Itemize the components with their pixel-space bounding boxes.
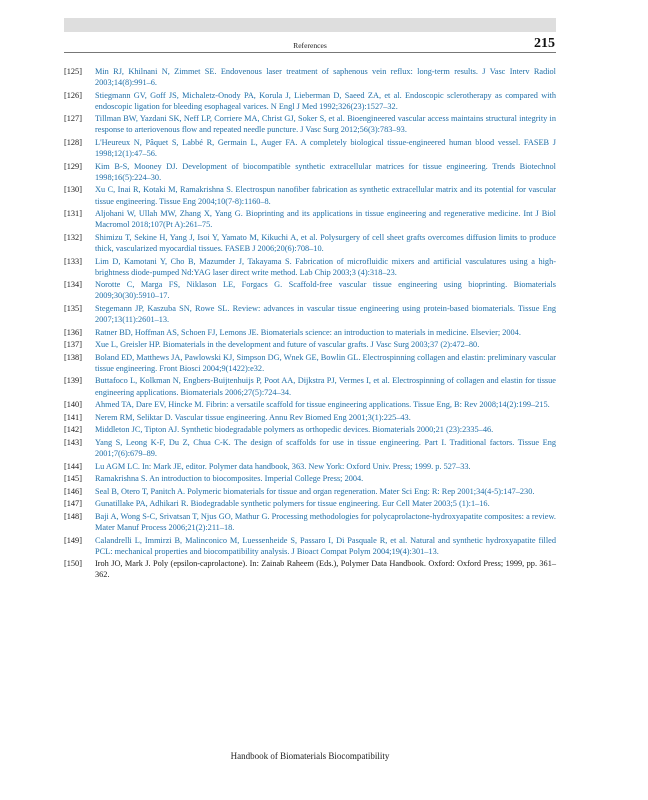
reference-link[interactable]: Stegemann JP, Kaszuba SN, Rowe SL. Review: advances in vascular tissue engineering using protein-based biomaterials. Tissue Eng 2007;13(11):2601–13. [95, 303, 556, 324]
reference-number: [127] [64, 114, 82, 124]
reference-item [64, 461, 556, 472]
reference-number: [133] [64, 256, 82, 266]
reference-item [64, 339, 556, 350]
reference-link[interactable]: Lu AGM LC. In: Mark JE, editor. Polymer data handbook, 363. New York: Oxford Univ. Press; 1999. p. 527–33. [95, 461, 471, 471]
reference-text: Iroh JO, Mark J. Poly (epsilon-caprolactone). In: Zainab Raheem (Eds.), Polymer Data Handbook. Oxford: Oxford Press; 1999, pp. 361–362. [95, 559, 556, 580]
reference-item [64, 279, 556, 301]
reference-item [64, 535, 556, 557]
reference-number: [129] [64, 161, 82, 171]
footer-book-title: Handbook of Biomaterials Biocompatibility [230, 751, 390, 761]
reference-item [64, 412, 556, 423]
reference-link[interactable]: Yang S, Leong K-F, Du Z, Chua C-K. The design of scaffolds for use in tissue engineering. Part I. Traditional factors. Tissue Eng 2001;7(6):679–89. [95, 437, 556, 458]
reference-number: [141] [64, 412, 82, 422]
reference-link[interactable]: Stiegmann GV, Goff JS, Michaletz-Onody PA, Korula J, Lieberman D, Saeed ZA, et al. Endoscopic sclerotherapy as compared with endoscopic ligation for bleeding esophageal varices. N Engl J Med 1992;326(23):1527–32. [95, 90, 556, 111]
reference-item [64, 161, 556, 183]
reference-link[interactable]: Norotte C, Marga FS, Niklason LE, Forgacs G. Scaffold-free vascular tissue engineering using bioprinting. Biomaterials 2009;30(30):5910–17. [95, 280, 556, 301]
reference-item [64, 113, 556, 135]
reference-item [64, 498, 556, 509]
reference-number: [142] [64, 425, 82, 435]
reference-link[interactable]: Kim B-S, Mooney DJ. Development of biocompatible synthetic extracellular matrices for tissue engineering. Trends Biotechnol 1998;16(5):224–30. [95, 161, 556, 182]
reference-number: [131] [64, 209, 82, 219]
reference-number: [145] [64, 474, 82, 484]
reference-number: [144] [64, 461, 82, 471]
reference-number: [137] [64, 340, 82, 350]
reference-item [64, 399, 556, 410]
reference-item [64, 424, 556, 435]
reference-item [64, 486, 556, 497]
reference-item [64, 352, 556, 374]
reference-item [64, 90, 556, 112]
reference-number: [148] [64, 511, 82, 521]
reference-link[interactable]: Middleton JC, Tipton AJ. Synthetic biodegradable polymers as orthopedic devices. Biomaterials 2000;21 (23):2335–46. [95, 425, 494, 435]
reference-link[interactable]: L'Heureux N, Pâquet S, Labbé R, Germain L, Auger FA. A completely biological tissue-engineered human blood vessel. FASEB J 1998;12(1):47–56. [95, 138, 556, 159]
reference-number: [132] [64, 232, 82, 242]
reference-number: [136] [64, 327, 82, 337]
reference-link[interactable]: Nerem RM, Seliktar D. Vascular tissue engineering. Annu Rev Biomed Eng 2001;3(1):225–43. [95, 412, 411, 422]
reference-item [64, 66, 556, 88]
header-bar [64, 18, 556, 32]
reference-link[interactable]: Boland ED, Matthews JA, Pawlowski KJ, Simpson DG, Wnek GE, Bowlin GL. Electrospinning collagen and elastin: preliminary vascular tissue engineering. Front Biosci 2004;9(1422):e32. [95, 352, 556, 373]
reference-item [64, 184, 556, 206]
reference-item [64, 473, 556, 484]
reference-number: [135] [64, 303, 82, 313]
reference-link[interactable]: Min RJ, Khilnani N, Zimmet SE. Endovenous laser treatment of saphenous vein reflux: long-term results. J Vasc Interv Radiol 2003;14(8):991–6. [95, 67, 556, 88]
reference-link[interactable]: Calandrelli L, Immirzi B, Malinconico M, Luessenheide S, Passaro I, Di Pasquale R, et al. Natural and synthetic hydroxyapatite filled PCL: mechanical properties and biocompatibility analysis. J Bioact Compat Polym 2004;19(4):301–13. [95, 535, 556, 556]
reference-number: [125] [64, 67, 82, 76]
reference-number: [147] [64, 499, 82, 509]
reference-number: [150] [64, 559, 82, 569]
reference-number: [140] [64, 400, 82, 410]
reference-number: [126] [64, 90, 82, 100]
reference-item [64, 137, 556, 159]
reference-link[interactable]: Baji A, Wong S-C, Srivatsan T, Njus GO, Mathur G. Processing methodologies for polycaprolactone-hydroxyapatite composites: a review. Mater Manuf Process 2006;21(2):211–18. [95, 511, 556, 533]
reference-item [64, 327, 556, 338]
header-divider [64, 52, 556, 53]
reference-number: [138] [64, 352, 82, 362]
reference-link[interactable]: Xu C, Inai R, Kotaki M, Ramakrishna S. Electrospun nanofiber fabrication as synthetic extracellular matrix and its potential for vascular tissue engineering. Tissue Eng 2004;10(7-8):1160–8. [95, 185, 556, 206]
reference-item [64, 375, 556, 397]
reference-item [64, 511, 556, 533]
reference-number: [149] [64, 535, 82, 545]
reference-link[interactable]: Buttafoco L, Kolkman N, Engbers-Buijtenhuijs P, Poot AA, Dijkstra PJ, Vermes I, et al. Electrospinning of collagen and elastin for tissue engineering applications. Biomaterials 2006;27(5):724–34. [95, 376, 556, 397]
reference-item [64, 437, 556, 459]
reference-link[interactable]: Aljohani W, Ullah MW, Zhang X, Yang G. Bioprinting and its applications in tissue engineering and regenerative medicine. Int J Biol Macromol 2018;107(Pt A):261–75. [95, 209, 556, 230]
reference-number: [130] [64, 185, 82, 195]
reference-number: [143] [64, 437, 82, 447]
reference-number: [134] [64, 280, 82, 290]
reference-number: [146] [64, 486, 82, 496]
reference-link[interactable]: Ramakrishna S. An introduction to biocomposites. Imperial College Press; 2004. [95, 474, 364, 484]
reference-link[interactable]: Xue L, Greisler HP. Biomaterials in the development and future of vascular grafts. J Vasc Surg 2003;37 (2):472–80. [95, 340, 480, 350]
reference-list [64, 66, 556, 582]
reference-item [64, 232, 556, 254]
reference-link[interactable]: Tillman BW, Yazdani SK, Neff LP, Corriere MA, Christ GJ, Soker S, et al. Bioengineered vascular access maintains structural integrity in response to arteriovenous flow and repeated needle puncture. J Vasc Surg 2012;56(3):783–93. [95, 114, 556, 135]
reference-link[interactable]: Lim D, Kamotani Y, Cho B, Mazumder J, Takayama S. Fabrication of microfluidic mixers and artificial vasculatures using a high-brightness diode-pumped Nd:YAG laser direct write method. Lab Chip 2003;3 (4):318–23. [95, 256, 556, 277]
running-head: References [293, 41, 327, 50]
reference-item [64, 303, 556, 325]
reference-item [64, 256, 556, 278]
reference-item [64, 208, 556, 230]
reference-link[interactable]: Seal B, Otero T, Panitch A. Polymeric biomaterials for tissue and organ regeneration. Mater Sci Eng: R: Rep 2001;34(4-5):147–230. [95, 486, 535, 496]
reference-link[interactable]: Ratner BD, Hoffman AS, Schoen FJ, Lemons JE. Biomaterials science: an introduction to materials in medicine. Elsevier; 2004. [95, 327, 521, 337]
reference-number: [139] [64, 376, 82, 386]
page-number: 215 [534, 36, 555, 51]
reference-number: [128] [64, 138, 82, 148]
reference-link[interactable]: Gunatillake PA, Adhikari R. Biodegradable synthetic polymers for tissue engineering. Eur Cell Mater 2003;5 (1):1–16. [95, 499, 490, 509]
reference-link[interactable]: Ahmed TA, Dare EV, Hincke M. Fibrin: a versatile scaffold for tissue engineering applications. Tissue Eng, B: Rev 2008;14(2):199–215. [95, 400, 550, 410]
reference-item [64, 558, 556, 580]
reference-link[interactable]: Shimizu T, Sekine H, Yang J, Isoi Y, Yamato M, Kikuchi A, et al. Polysurgery of cell sheet grafts overcomes diffusion limits to produce thick, vascularized myocardial tissues. FASEB J 2006;20(6):708–10. [95, 232, 556, 253]
